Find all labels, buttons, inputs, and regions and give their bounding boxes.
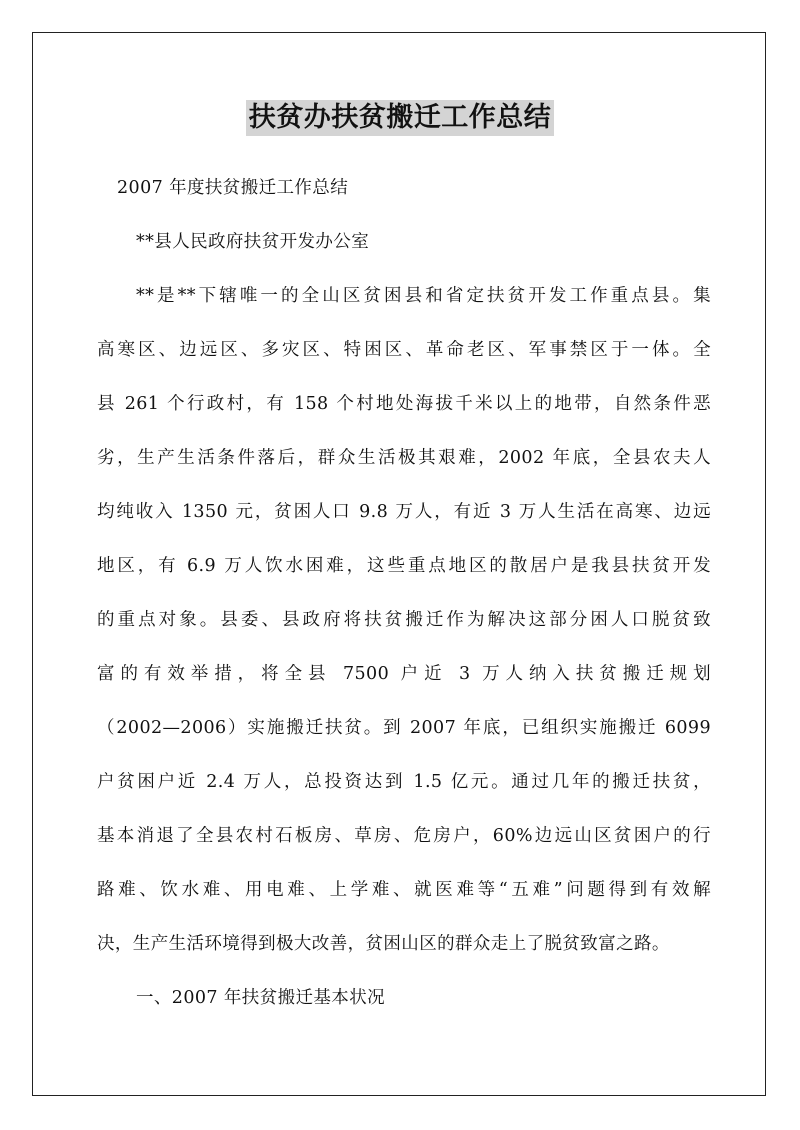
body-line: 的重点对象。县委、县政府将扶贫搬迁作为解决这部分困人口脱贫致 — [97, 610, 711, 630]
document-title-text: 扶贫办扶贫搬迁工作总结 — [246, 100, 555, 136]
body-line: 路难、饮水难、用电难、上学难、就医难等“五难”问题得到有效解 — [97, 880, 711, 900]
body-line: （2002—2006）实施搬迁扶贫。到 2007 年底，已组织实施搬迁 6099 — [97, 718, 711, 738]
body-line: 基本消退了全县农村石板房、草房、危房户，60%边远山区贫困户的行 — [97, 826, 711, 846]
subtitle-line: 2007 年度扶贫搬迁工作总结 — [117, 178, 349, 198]
body-line: 均纯收入 1350 元，贫困人口 9.8 万人，有近 3 万人生活在高寒、边远 — [97, 502, 711, 522]
document-title — [0, 100, 800, 136]
body-line: 富的有效举措，将全县 7500 户近 3 万人纳入扶贫搬迁规划 — [97, 664, 711, 684]
section-heading: 一、2007 年扶贫搬迁基本状况 — [136, 988, 385, 1008]
body-line: 地区，有 6.9 万人饮水困难，这些重点地区的散居户是我县扶贫开发 — [97, 556, 711, 576]
body-line: 户贫困户近 2.4 万人，总投资达到 1.5 亿元。通过几年的搬迁扶贫， — [97, 772, 711, 792]
body-line: 决，生产生活环境得到极大改善，贫困山区的群众走上了脱贫致富之路。 — [97, 934, 670, 954]
body-line: 高寒区、边远区、多灾区、特困区、革命老区、军事禁区于一体。全 — [97, 340, 711, 360]
body-line: 劣，生产生活条件落后，群众生活极其艰难，2002 年底，全县农夫人 — [97, 448, 711, 468]
body-line: 县 261 个行政村，有 158 个村地处海拔千米以上的地带，自然条件恶 — [97, 394, 711, 414]
body-line: **是**下辖唯一的全山区贫困县和省定扶贫开发工作重点县。集 — [136, 286, 711, 306]
author-line: **县人民政府扶贫开发办公室 — [136, 232, 370, 252]
